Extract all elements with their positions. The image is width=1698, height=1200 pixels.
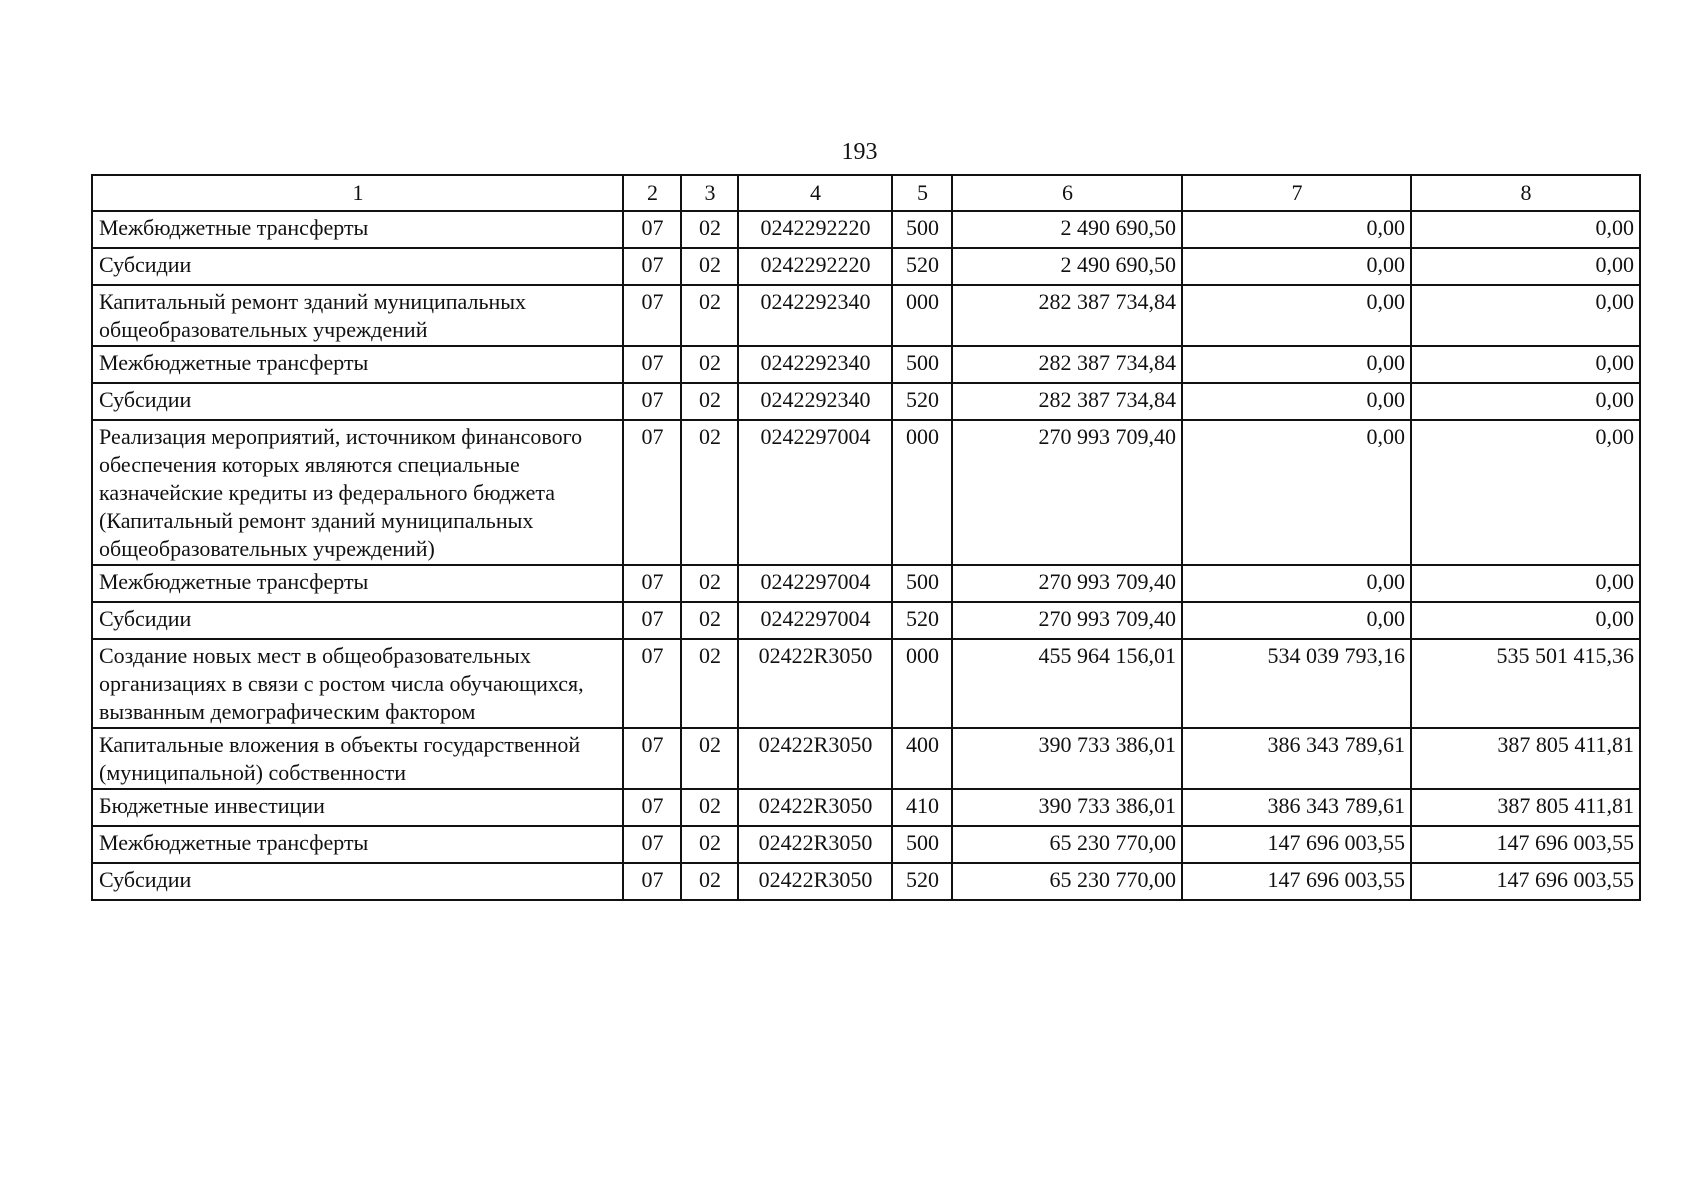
expense-kind-code: 500 — [892, 826, 952, 863]
item-name: Создание новых мест в общеобразовательных организациях в связи с ростом числа обучающихся, вызванным демографическим фактором — [92, 639, 623, 728]
column-header: 1 — [92, 175, 623, 211]
amount-col-6: 282 387 734,84 — [952, 285, 1182, 346]
target-article-code: 0242297004 — [738, 565, 892, 602]
item-name: Межбюджетные трансферты — [92, 565, 623, 602]
target-article-code: 02422R3050 — [738, 728, 892, 789]
target-article-code: 0242297004 — [738, 602, 892, 639]
section-code: 07 — [623, 789, 681, 826]
expense-kind-code: 410 — [892, 789, 952, 826]
section-code: 07 — [623, 285, 681, 346]
item-name: Субсидии — [92, 248, 623, 285]
amount-col-7: 0,00 — [1182, 285, 1411, 346]
table-row — [92, 346, 1640, 383]
section-code: 07 — [623, 602, 681, 639]
amount-col-7: 0,00 — [1182, 346, 1411, 383]
amount-col-7: 147 696 003,55 — [1182, 826, 1411, 863]
amount-col-7: 386 343 789,61 — [1182, 728, 1411, 789]
amount-col-7: 0,00 — [1182, 420, 1411, 565]
header-row — [92, 175, 1640, 211]
target-article-code: 02422R3050 — [738, 826, 892, 863]
section-code: 07 — [623, 639, 681, 728]
amount-col-8: 535 501 415,36 — [1411, 639, 1640, 728]
target-article-code: 0242292220 — [738, 248, 892, 285]
table-row — [92, 639, 1640, 728]
item-name: Межбюджетные трансферты — [92, 211, 623, 248]
amount-col-6: 2 490 690,50 — [952, 248, 1182, 285]
amount-col-7: 386 343 789,61 — [1182, 789, 1411, 826]
section-code: 07 — [623, 420, 681, 565]
amount-col-7: 0,00 — [1182, 211, 1411, 248]
amount-col-7: 0,00 — [1182, 383, 1411, 420]
section-code: 07 — [623, 565, 681, 602]
subsection-code: 02 — [681, 383, 738, 420]
amount-col-8: 0,00 — [1411, 248, 1640, 285]
item-name: Субсидии — [92, 602, 623, 639]
table-row — [92, 248, 1640, 285]
amount-col-7: 534 039 793,16 — [1182, 639, 1411, 728]
column-header: 6 — [952, 175, 1182, 211]
amount-col-8: 0,00 — [1411, 602, 1640, 639]
subsection-code: 02 — [681, 346, 738, 383]
column-header: 8 — [1411, 175, 1640, 211]
subsection-code: 02 — [681, 602, 738, 639]
amount-col-7: 0,00 — [1182, 602, 1411, 639]
table-row — [92, 728, 1640, 789]
amount-col-8: 0,00 — [1411, 383, 1640, 420]
item-name: Капитальный ремонт зданий муниципальных общеобразовательных учреждений — [92, 285, 623, 346]
amount-col-8: 0,00 — [1411, 346, 1640, 383]
target-article-code: 0242292340 — [738, 383, 892, 420]
column-header: 4 — [738, 175, 892, 211]
expense-kind-code: 500 — [892, 565, 952, 602]
expense-kind-code: 520 — [892, 248, 952, 285]
amount-col-8: 147 696 003,55 — [1411, 826, 1640, 863]
amount-col-8: 387 805 411,81 — [1411, 789, 1640, 826]
amount-col-6: 2 490 690,50 — [952, 211, 1182, 248]
target-article-code: 0242297004 — [738, 420, 892, 565]
amount-col-6: 390 733 386,01 — [952, 789, 1182, 826]
amount-col-8: 0,00 — [1411, 211, 1640, 248]
expense-kind-code: 000 — [892, 639, 952, 728]
item-name: Субсидии — [92, 863, 623, 900]
section-code: 07 — [623, 211, 681, 248]
expense-kind-code: 520 — [892, 383, 952, 420]
amount-col-7: 0,00 — [1182, 565, 1411, 602]
expense-kind-code: 500 — [892, 211, 952, 248]
amount-col-6: 270 993 709,40 — [952, 565, 1182, 602]
amount-col-6: 270 993 709,40 — [952, 420, 1182, 565]
subsection-code: 02 — [681, 211, 738, 248]
amount-col-8: 0,00 — [1411, 420, 1640, 565]
amount-col-7: 0,00 — [1182, 248, 1411, 285]
expense-kind-code: 000 — [892, 285, 952, 346]
item-name: Межбюджетные трансферты — [92, 346, 623, 383]
subsection-code: 02 — [681, 863, 738, 900]
column-header: 2 — [623, 175, 681, 211]
item-name: Реализация мероприятий, источником финансового обеспечения которых являются специальные казначейские кредиты из федерального бюджета (Капитальный ремонт зданий муниципальных общеобразовательных учреждений) — [92, 420, 623, 565]
subsection-code: 02 — [681, 826, 738, 863]
table-row — [92, 826, 1640, 863]
subsection-code: 02 — [681, 639, 738, 728]
expense-kind-code: 520 — [892, 602, 952, 639]
table-row — [92, 211, 1640, 248]
item-name: Капитальные вложения в объекты государственной (муниципальной) собственности — [92, 728, 623, 789]
expense-kind-code: 520 — [892, 863, 952, 900]
amount-col-6: 390 733 386,01 — [952, 728, 1182, 789]
amount-col-8: 387 805 411,81 — [1411, 728, 1640, 789]
column-header: 7 — [1182, 175, 1411, 211]
amount-col-6: 282 387 734,84 — [952, 383, 1182, 420]
subsection-code: 02 — [681, 248, 738, 285]
amount-col-7: 147 696 003,55 — [1182, 863, 1411, 900]
section-code: 07 — [623, 383, 681, 420]
target-article-code: 0242292220 — [738, 211, 892, 248]
table-row — [92, 383, 1640, 420]
amount-col-8: 0,00 — [1411, 565, 1640, 602]
amount-col-6: 282 387 734,84 — [952, 346, 1182, 383]
table-row — [92, 789, 1640, 826]
subsection-code: 02 — [681, 285, 738, 346]
target-article-code: 0242292340 — [738, 346, 892, 383]
table-row — [92, 420, 1640, 565]
section-code: 07 — [623, 248, 681, 285]
section-code: 07 — [623, 826, 681, 863]
column-header: 5 — [892, 175, 952, 211]
item-name: Межбюджетные трансферты — [92, 826, 623, 863]
item-name: Бюджетные инвестиции — [92, 789, 623, 826]
expense-kind-code: 400 — [892, 728, 952, 789]
subsection-code: 02 — [681, 420, 738, 565]
table-row — [92, 863, 1640, 900]
page-number: 193 — [841, 139, 878, 165]
amount-col-8: 147 696 003,55 — [1411, 863, 1640, 900]
table-row — [92, 565, 1640, 602]
amount-col-6: 455 964 156,01 — [952, 639, 1182, 728]
amount-col-6: 65 230 770,00 — [952, 863, 1182, 900]
table-row — [92, 602, 1640, 639]
subsection-code: 02 — [681, 565, 738, 602]
target-article-code: 02422R3050 — [738, 789, 892, 826]
amount-col-6: 270 993 709,40 — [952, 602, 1182, 639]
item-name: Субсидии — [92, 383, 623, 420]
subsection-code: 02 — [681, 728, 738, 789]
section-code: 07 — [623, 863, 681, 900]
section-code: 07 — [623, 346, 681, 383]
table-row — [92, 285, 1640, 346]
budget-table — [91, 174, 1641, 901]
section-code: 07 — [623, 728, 681, 789]
expense-kind-code: 000 — [892, 420, 952, 565]
expense-kind-code: 500 — [892, 346, 952, 383]
target-article-code: 0242292340 — [738, 285, 892, 346]
subsection-code: 02 — [681, 789, 738, 826]
target-article-code: 02422R3050 — [738, 639, 892, 728]
column-header: 3 — [681, 175, 738, 211]
amount-col-8: 0,00 — [1411, 285, 1640, 346]
target-article-code: 02422R3050 — [738, 863, 892, 900]
amount-col-6: 65 230 770,00 — [952, 826, 1182, 863]
